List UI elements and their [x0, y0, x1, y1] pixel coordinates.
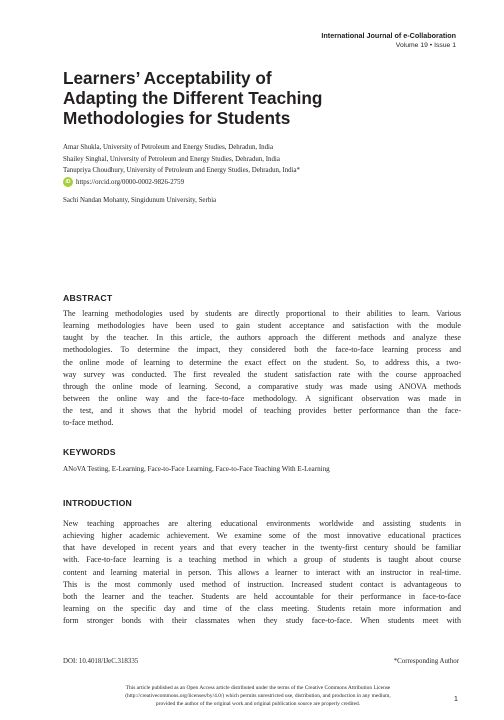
introduction-line: that have developed in recent years and that every teacher in the twenty-first century should be familiar [63, 543, 461, 553]
introduction-line: learning on the specific day and time of the class meeting. Students retain more information and [63, 604, 461, 614]
introduction-body [63, 518, 461, 627]
abstract-line: methodologies. To determine the impact, they considered both the face-to-face learning process and [63, 345, 461, 355]
journal-header [321, 31, 456, 51]
journal-volume-issue: Volume 19 • Issue 1 [395, 42, 456, 49]
license-line: This article published as an Open Access article distributed under the terms of the Creative Commons Attribution License [125, 685, 391, 691]
introduction-line: This is the most commonly used method of instruction. Increased student contact is advantageous to [63, 579, 461, 589]
abstract-line: way survey was conducted. The first revealed the student satisfaction rate with the course approached [63, 369, 461, 379]
title-line: Methodologies for Students [63, 108, 291, 128]
keywords-heading: KEYWORDS [63, 447, 116, 457]
introduction-line: New teaching approaches are altering educational environments worldwide and assisting students in [63, 519, 461, 528]
orcid-row [63, 177, 300, 189]
abstract-line: learning methodologies have been used to gain student acceptance and satisfaction with the module [63, 321, 461, 331]
license-line: (http://creativecommons.org/licenses/by/4.0/) which permits unrestricted use, distribution, and production in any medium, [125, 693, 391, 700]
introduction-line: with. Face-to-face learning is a teaching method in which a group of students is taught about course [63, 555, 461, 565]
abstract-line: through the online mode of learning. Second, a comparative study was made using ANOVA methods [63, 381, 461, 391]
license-line: provided the author of the original work and original publication source are properly credited. [155, 701, 361, 708]
keywords-list: ANoVA Testing, E-Learning, Face-to-Face Learning, Face-to-Face Teaching With E-Learning [63, 465, 330, 473]
abstract-body [63, 308, 461, 430]
title-line: Learners’ Acceptability of [63, 68, 272, 88]
author-affiliation: Sachi Nandan Mohanty, Singidunum University, Serbia [63, 197, 217, 204]
abstract-line: the online mode of learning to determine the exact effect on the student. So, to address this, a two- [63, 357, 461, 367]
author-affiliation: Tanupriya Choudhury, University of Petroleum and Energy Studies, Dehradun, India* [63, 167, 301, 174]
introduction-heading: INTRODUCTION [63, 498, 132, 508]
abstract-heading: ABSTRACT [63, 293, 113, 303]
abstract-line: taught by the teacher. In this article, the authors approach the different methods and analyze these [63, 333, 461, 343]
corresponding-author-note: *Corresponding Author [393, 658, 459, 665]
abstract-line: to-face method. [63, 418, 114, 428]
license-notice [86, 684, 430, 708]
author-affiliation: Amar Shukla, University of Petroleum and Energy Studies, Dehradun, India [63, 144, 273, 151]
title-line: Adapting the Different Teaching [63, 88, 323, 108]
abstract-line: The learning methodologies used by students are directly proportional to their abilities to learn. Various [63, 309, 461, 318]
article-title [63, 68, 453, 128]
introduction-line: content and learning material in person. This allows a learner to interact with an instructor in real-time. [63, 567, 461, 577]
orcid-icon: iD [63, 177, 73, 187]
orcid-link[interactable]: https://orcid.org/0000-0002-9826-2759 [76, 178, 185, 186]
author-list [63, 142, 300, 207]
abstract-line: between the online way and the face-to-face methodology. A significant observation was made in [63, 394, 461, 404]
introduction-line: both the learner and the teacher. Students are held accountable for their performance in face-to-face [63, 591, 461, 601]
introduction-line: form stronger bonds with their classmates when they study face-to-face. When students meet with [63, 616, 461, 626]
doi-label: DOI: 10.4018/IJeC.318335 [63, 658, 139, 665]
journal-name: International Journal of e-Collaboration [321, 31, 456, 40]
introduction-line: achieving higher academic achievement. We examine some of the most innovative educational practices [63, 531, 461, 541]
author-affiliation: Shailey Singhal, University of Petroleum and Energy Studies, Dehradun, India [63, 155, 280, 163]
page-number: 1 [453, 694, 458, 703]
abstract-line: the test, and it shows that the hybrid model of teaching provides better performance than the face- [63, 406, 461, 416]
